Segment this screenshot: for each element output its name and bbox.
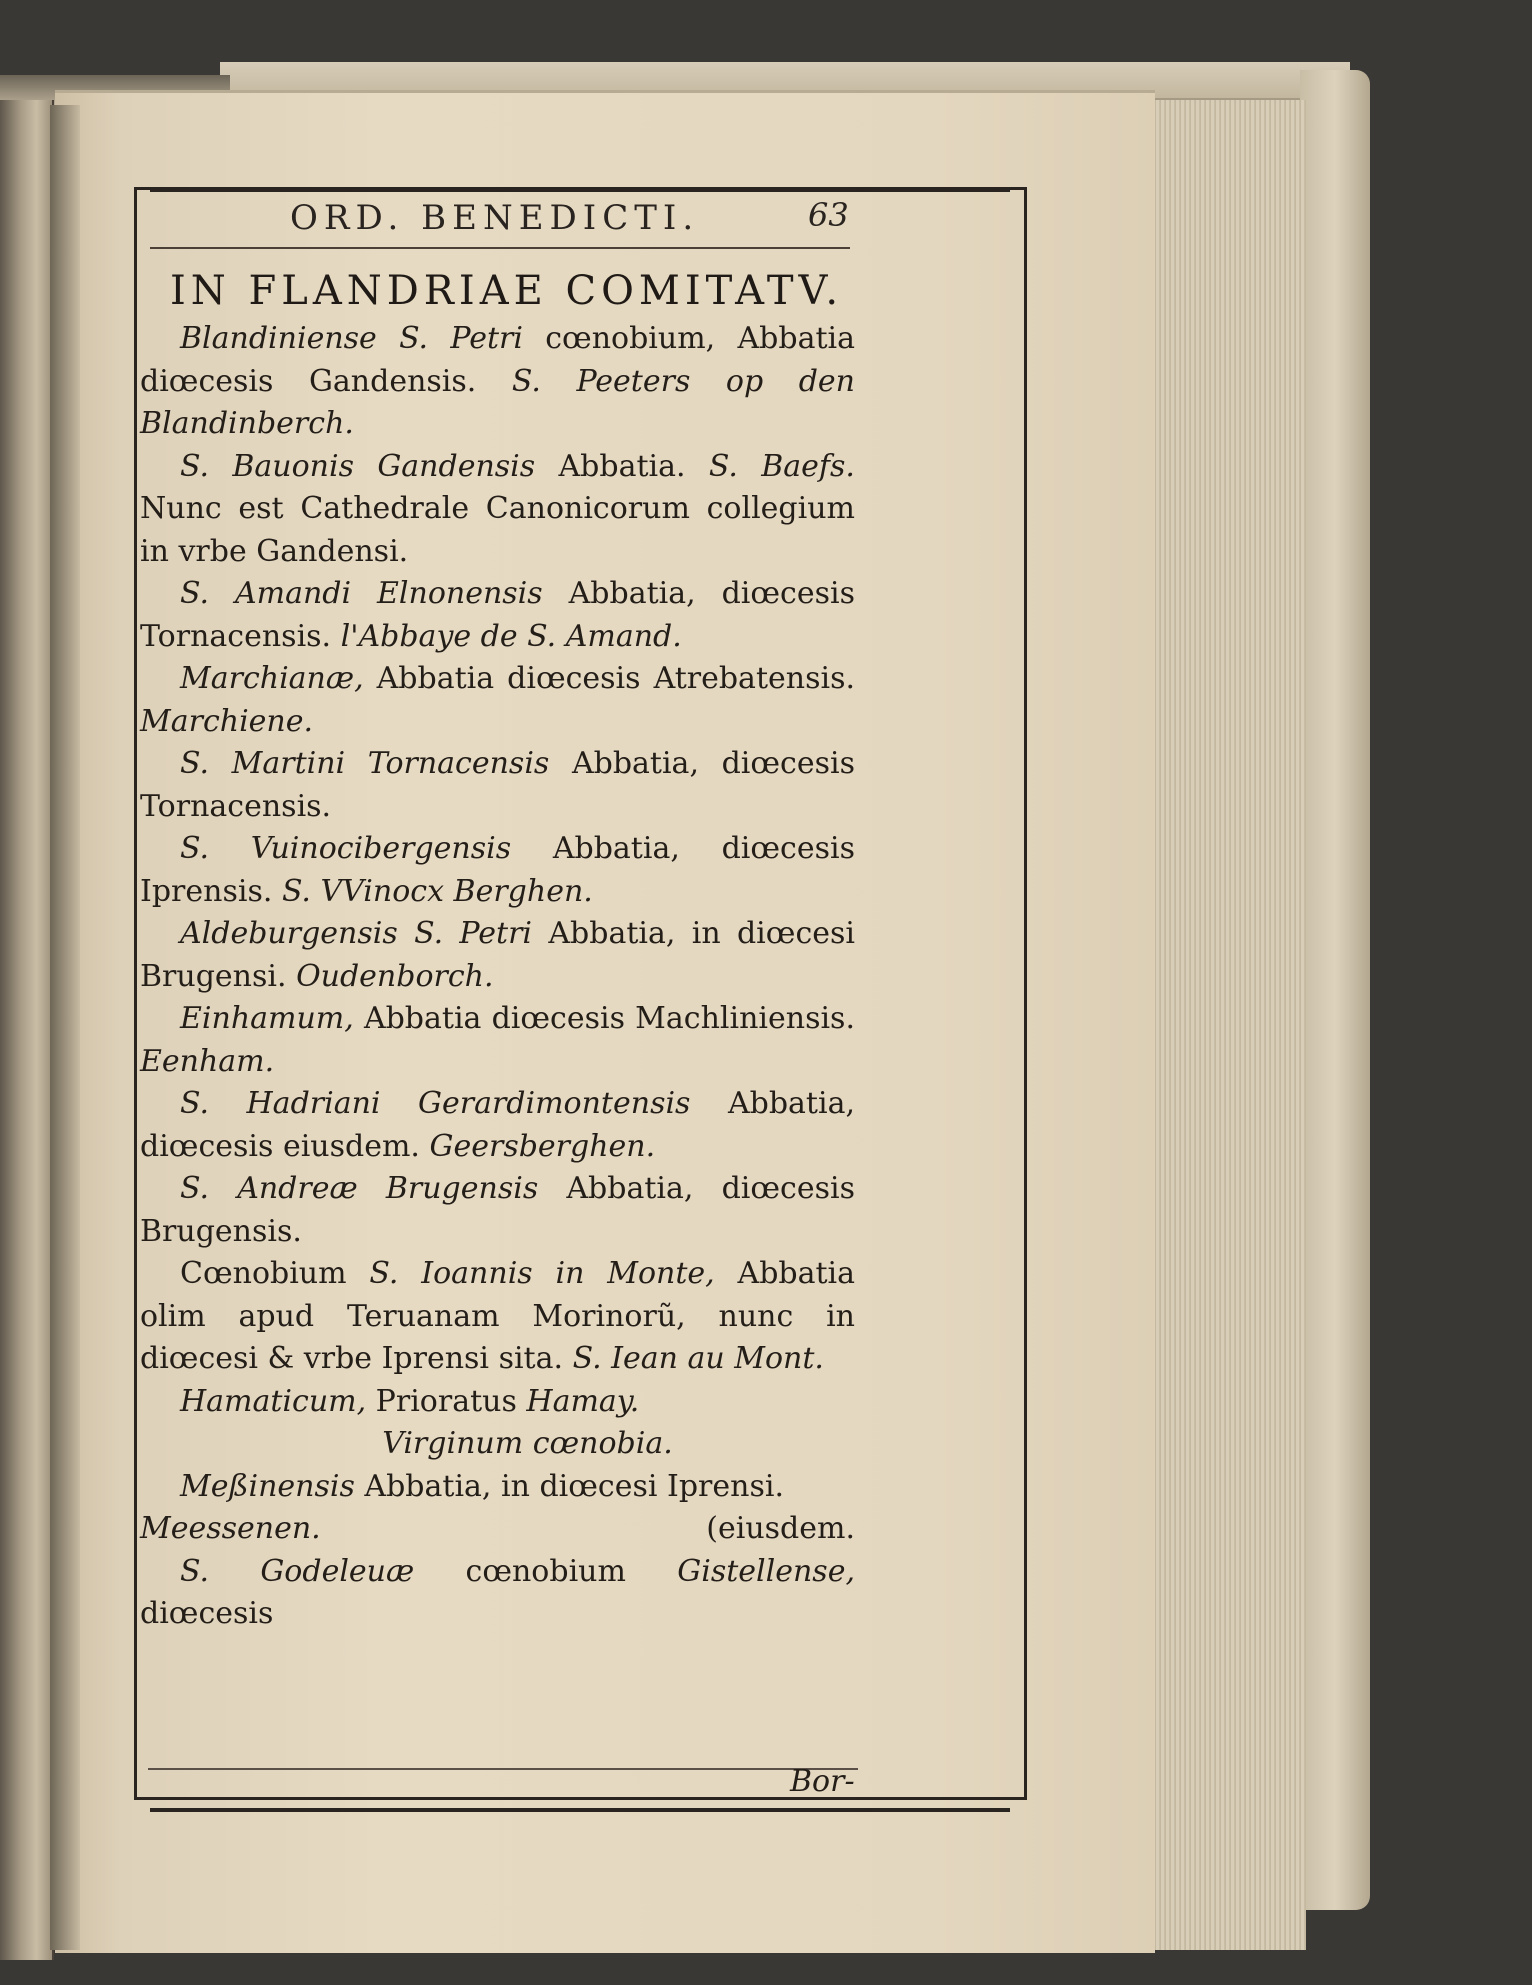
page-body — [140, 318, 855, 1636]
entry: Blandiniense S. Petri cœnobium, Abbatia diœcesis Gandensis. S. Peeters op den Blandinberch. — [140, 321, 855, 441]
entry: S. Amandi Elnonensis Abbatia, diœcesis Tornacensis. l'Abbaye de S. Amand. — [140, 576, 855, 654]
entry: S. Hadriani Gerardimontensis Abbatia, diœcesis eiusdem. Geersberghen. — [140, 1086, 855, 1164]
subheading: Virginum cœnobia. — [382, 1426, 673, 1461]
page-fore-edge — [1145, 100, 1306, 1950]
book-cover-side — [1300, 70, 1370, 1910]
left-page-edge — [0, 100, 54, 1960]
entry: Cœnobium S. Ioannis in Monte, Abbatia olim apud Teruanam Morinorũ, nunc in diœcesi & vrbe Iprensi sita. S. Iean au Mont. — [140, 1256, 856, 1376]
entry: Meßinensis Abbatia, in diœcesi Iprensi. — [180, 1468, 784, 1504]
page-number: 63 — [808, 196, 849, 234]
entry: Einhamum, Abbatia diœcesis Machliniensis. Eenham. — [140, 1001, 855, 1079]
entry: S. Bauonis Gandensis Abbatia. S. Baefs. Nunc est Cathedrale Canonicorum collegium in vrbe Gandensi. — [140, 448, 855, 569]
entry: S. Vuinocibergensis Abbatia, diœcesis Iprensis. S. VVinocx Berghen. — [140, 831, 855, 909]
header-rule — [150, 187, 1010, 192]
text-bottom-rule — [148, 1768, 858, 1770]
gutter-shadow — [50, 105, 80, 1950]
entry-continuation: Meessenen. (eiusdem. — [140, 1511, 855, 1546]
footer-rule — [150, 1808, 1010, 1812]
running-head: ORD. BENEDICTI. — [290, 198, 700, 238]
header-underline — [150, 247, 850, 249]
catchword: Bor- — [790, 1764, 855, 1799]
entry: S. Martini Tornacensis Abbatia, diœcesis Tornacensis. — [140, 746, 855, 824]
entry: Marchianæ, Abbatia diœcesis Atrebatensis. Marchiene. — [140, 661, 855, 739]
entry: Hamaticum, Prioratus Hamay. — [180, 1383, 640, 1419]
entry: S. Godeleuæ cœnobium Gistellense, diœcesis — [140, 1553, 855, 1631]
entry: Aldeburgensis S. Petri Abbatia, in diœcesi Brugensi. Oudenborch. — [140, 916, 855, 994]
entry: S. Andreæ Brugensis Abbatia, diœcesis Brugensis. — [140, 1171, 855, 1249]
section-title: IN FLANDRIAE COMITATV. — [170, 268, 844, 314]
